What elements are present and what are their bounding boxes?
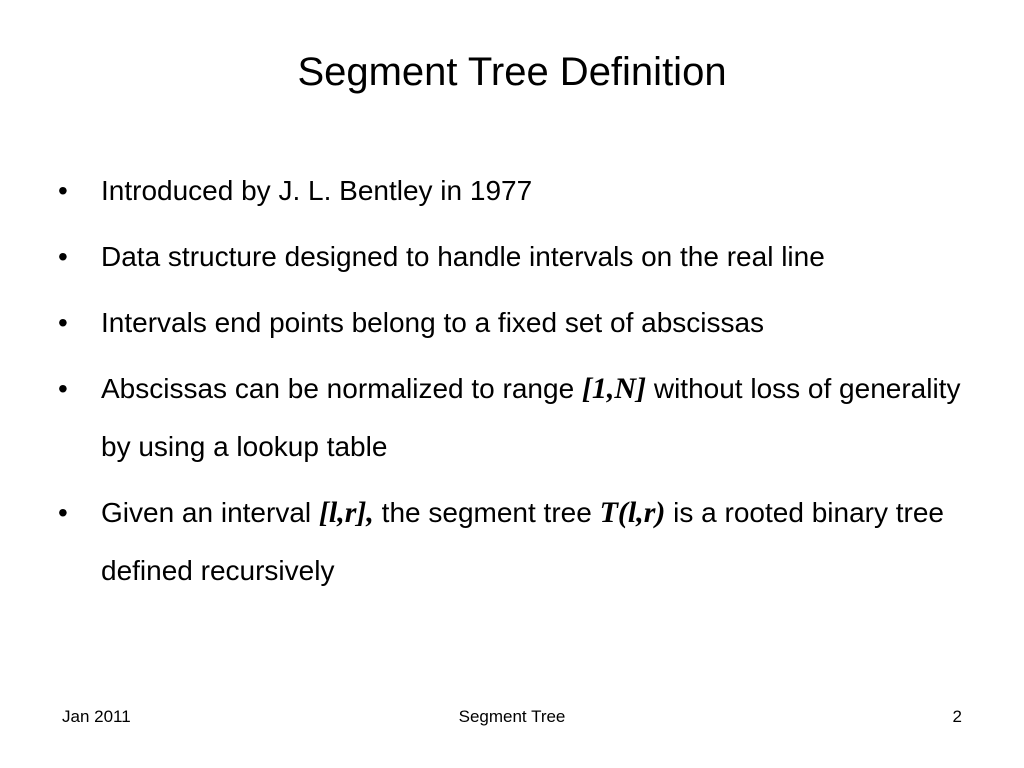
bullet-text-part: without loss of generality by using a lookup table — [101, 373, 961, 462]
slide-title: Segment Tree Definition — [297, 50, 727, 94]
bullet-icon: • — [58, 373, 68, 404]
tree-formula: T(l,r) — [599, 496, 666, 529]
bullet-icon: • — [58, 497, 68, 528]
bullet-text-part: Given an interval — [101, 497, 319, 528]
interval-formula: [l,r], — [318, 496, 374, 529]
bullet-text-part: the segment tree — [373, 497, 600, 528]
bullet-list — [58, 162, 978, 600]
bullet-text-part: Abscissas can be normalized to range — [101, 373, 582, 404]
range-formula: [1,N] — [581, 372, 647, 405]
bullet-item — [58, 360, 978, 476]
bullet-item — [58, 228, 978, 286]
bullet-text: Data structure designed to handle intervals on the real line — [101, 241, 825, 272]
bullet-text: Introduced by J. L. Bentley in 1977 — [101, 175, 533, 206]
bullet-text: Intervals end points belong to a fixed set of abscissas — [101, 307, 765, 338]
bullet-item — [58, 294, 978, 352]
bullet-icon: • — [58, 175, 68, 206]
bullet-item — [58, 484, 978, 600]
bullet-icon: • — [58, 307, 68, 338]
bullet-text-part: is a rooted binary tree defined recursively — [101, 497, 944, 586]
footer-date: Jan 2011 — [62, 707, 131, 726]
page-number: 2 — [952, 707, 962, 726]
footer-title: Segment Tree — [458, 707, 566, 726]
bullet-icon: • — [58, 241, 68, 272]
bullet-item — [58, 162, 978, 220]
